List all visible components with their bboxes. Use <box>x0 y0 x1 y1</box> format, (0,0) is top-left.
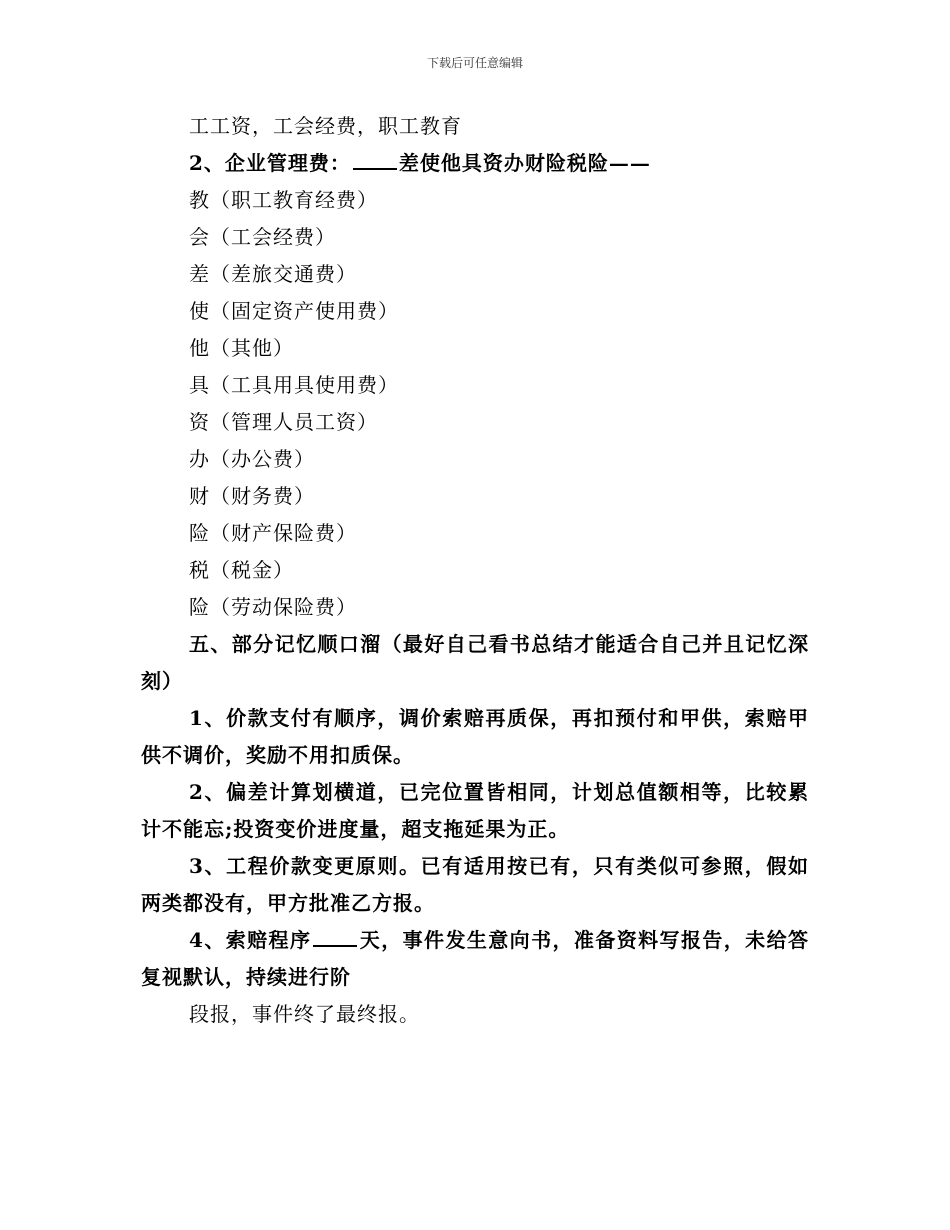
list-item: 教（职工教育经费） <box>189 188 378 212</box>
paragraph-2: 2、偏差计算划横道，已完位置皆相同，计划总值额相等，比较累计不能忘;投资变价进度量，超支拖延果为正。 <box>141 780 809 841</box>
list-item: 具（工具用具使用费） <box>189 373 399 397</box>
blank-underline <box>353 150 397 170</box>
blank-underline <box>313 927 357 947</box>
list-item: 险（劳动保险费） <box>189 595 357 619</box>
mnemonic-text: 差使他具资办财险税险—— <box>398 151 651 175</box>
list-item: 财（财务费） <box>189 484 315 508</box>
list-item: 差（差旅交通费） <box>189 262 357 286</box>
paragraph-4-rest: 天，事件发生意向书，准备资料写报告，未给答复视默认，持续进行阶 <box>141 928 810 989</box>
list-item: 税（税金） <box>189 558 294 582</box>
paragraph-1: 1、价款支付有顺序，调价索赔再质保，再扣预付和甲供，索赔甲供不调价，奖励不用扣质保。 <box>141 706 809 767</box>
text-line: 段报，事件终了最终报。 <box>189 1002 420 1026</box>
list-item: 办（办公费） <box>189 447 315 471</box>
list-item: 资（管理人员工资） <box>189 410 378 434</box>
paragraph-4 <box>141 922 809 996</box>
list-item: 使（固定资产使用费） <box>189 299 399 323</box>
text-line: 工工资，工会经费，职工教育 <box>189 114 462 138</box>
list-heading <box>141 145 809 182</box>
document-body <box>141 108 809 1033</box>
section-title: 五、部分记忆顺口溜（最好自己看书总结才能适合自己并且记忆深刻） <box>141 632 809 693</box>
paragraph-3: 3、工程价款变更原则。已有适用按已有，只有类似可参照，假如两类都没有，甲方批准乙方报。 <box>141 854 809 915</box>
list-item: 会（工会经费） <box>189 225 336 249</box>
paragraph-4-lead: 4、索赔程序 <box>189 928 312 952</box>
list-item: 他（其他） <box>189 336 294 360</box>
list-item: 险（财产保险费） <box>189 521 357 545</box>
heading-label: 2、企业管理费： <box>189 151 351 175</box>
page-header: 下载后可任意编辑 <box>426 56 523 70</box>
